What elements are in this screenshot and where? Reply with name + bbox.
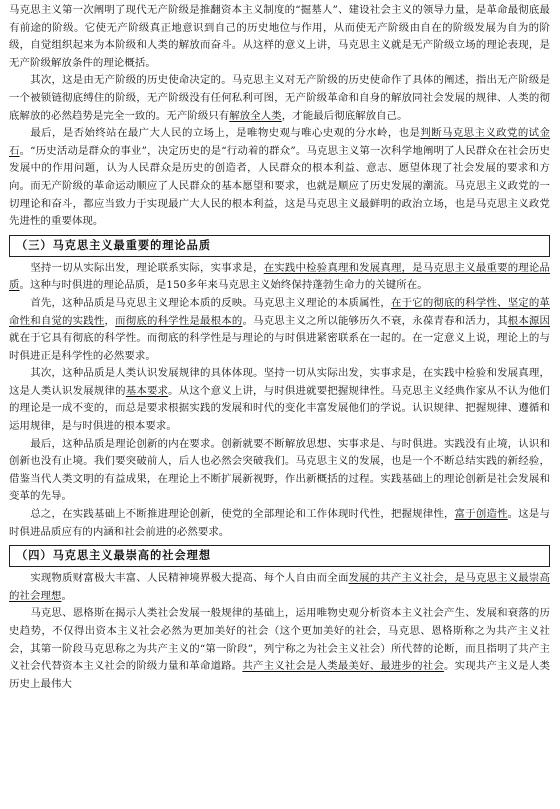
paragraph-historical-mission: 其次，这是由无产阶级的历史使命决定的。马克思主义对无产阶级的历史使命作了具体的阐述，指出无产阶级是一个被锁链彻底缚住的阶级，无产阶级没有任何私利可图，无产阶级革命和自身的解放同社会发展的规律、人类的彻底解放的必然趋势是完全一致的。无产阶级只有解放全人类，才能最后彻底解放自己。: [9, 74, 550, 122]
section-heading-theoretical-quality: （三）马克思主义最重要的理论品质: [9, 235, 550, 257]
paragraph-theory-essence: 首先，这种品质是马克思主义理论本质的反映。马克思主义理论的本质属性，在于它的彻底的科学性、坚定的革命性和自觉的实践性，而彻底的科学性是最根本的。马克思主义之所以能够历久不衰，永葆青春和活力，其根本源因就在于它具有彻底的科学性。而彻底的科学性是与理论的与时俱进紧密联系在一起的。在一定意义上说，理论上的与时俱进正是科学性的必然要求。: [9, 296, 551, 362]
paragraph-communist-society: 实现物质财富极大丰富、人民精神境界极大提高、每个人自由而全面发展的共产主义社会，是马克思主义最崇高的社会理想。: [9, 572, 550, 602]
paragraph-seek-truth: 坚持一切从实际出发，理论联系实际，实事求是，在实践中检验真理和发展真理，是马克思主义最重要的理论品质。这种与时俱进的理论品质，是150多年来马克思主义始终保持蓬勃生命力的关键所在。: [9, 261, 551, 292]
paragraph-people-standpoint: 最后，是否始终站在最广大人民的立场上，是唯物史观与唯心史观的分水岭，也是判断马克思主义政党的试金石。“历史活动是群众的事业”，决定历史的是“行动着的群众”。马克思主义第一次科学地阐明了人民群众在社会历史发展中的作用问题，认为人民群众是历史的创造者，人民群众的根本利益、意志、愿望体现了社会发展的要求和方向。而无产阶级的革命运动顺应了人民群众的基本愿望和要求，也就是顺应了历史发展的潮流。马克思主义政党的一切理论和奋斗，都应当致力于实现最广大人民的根本利益，这是马克思主义最鲜明的政治立场，也是马克思主义政党先进性的重要体现。: [9, 127, 550, 228]
paragraph-summary: 总之，在实践基础上不断推进理论创新，使党的全部理论和工作体现时代性，把握规律性，富于创造性。这是与时俱进品质应有的内涵和社会前进的必然要求。: [9, 508, 551, 538]
paragraph-theory-innovation: 最后，这种品质是理论创新的内在要求。创新就要不断解放思想、实事求是、与时俱进。实践没有止境，认识和创新也没有止境。我们要突破前人，后人也必然会突破我们。马克思主义的发展，也是一个不断总结实践的新经验，借鉴当代人类文明的有益成果，在理论上不断扩展新视野，作出新概括的过程。实践基础上的理论创新是社会发展和变革的先导。: [9, 437, 550, 503]
paragraph-cognition-law: 其次，这种品质是人类认识发展规律的具体体现。坚持一切从实际出发，实事求是，在实践中检验和发展真理，这是人类认识发展规律的基本要求。从这个意义上讲，与时俱进就要把握规律性。马克思主义经典作家从不认为他们的理论是一成不变的，而总是要求根据实践的发展和时代的变化丰富发展他们的学说。认识规律、把握规律、遵循和运用规律，是与时俱进的根本要求。: [9, 367, 550, 433]
paragraph-marx-engels: 马克思、恩格斯在揭示人类社会发展一般规律的基础上，运用唯物史观分析资本主义社会产生、发展和衰落的历史趋势，不仅得出资本主义社会必然为更加美好的社会（这个更加美好的社会，马克思、恩格斯称之为共产主义社会，其第一阶段马克思称之为共产主义的“第一阶段”，列宁称之为社会主义社会）所代替的论断，而且指明了共产主义社会代替资本主义社会的阶级力量和革命道路。共产主义社会是人类最美好、最进步的社会。实现共产主义是人类历史上最伟大: [9, 607, 550, 690]
paragraph-proletariat-role: 马克思主义第一次阐明了现代无产阶级是推翻资本主义制度的“掘墓人”、建设社会主义的领导力量，是革命最彻底最有前途的阶级。它使无产阶级真正地意识到自己的历史地位与作用，从而使无产阶级由自在的阶级发展为自为的阶级，自觉组织起来为本阶级和人类的解放而奋斗。从这样的意义上讲，马克思主义就是无产阶级立场的理论表现，是无产阶级解放条件的理论概括。: [9, 4, 550, 69]
section-heading-social-ideal: （四）马克思主义最崇高的社会理想: [9, 545, 550, 567]
